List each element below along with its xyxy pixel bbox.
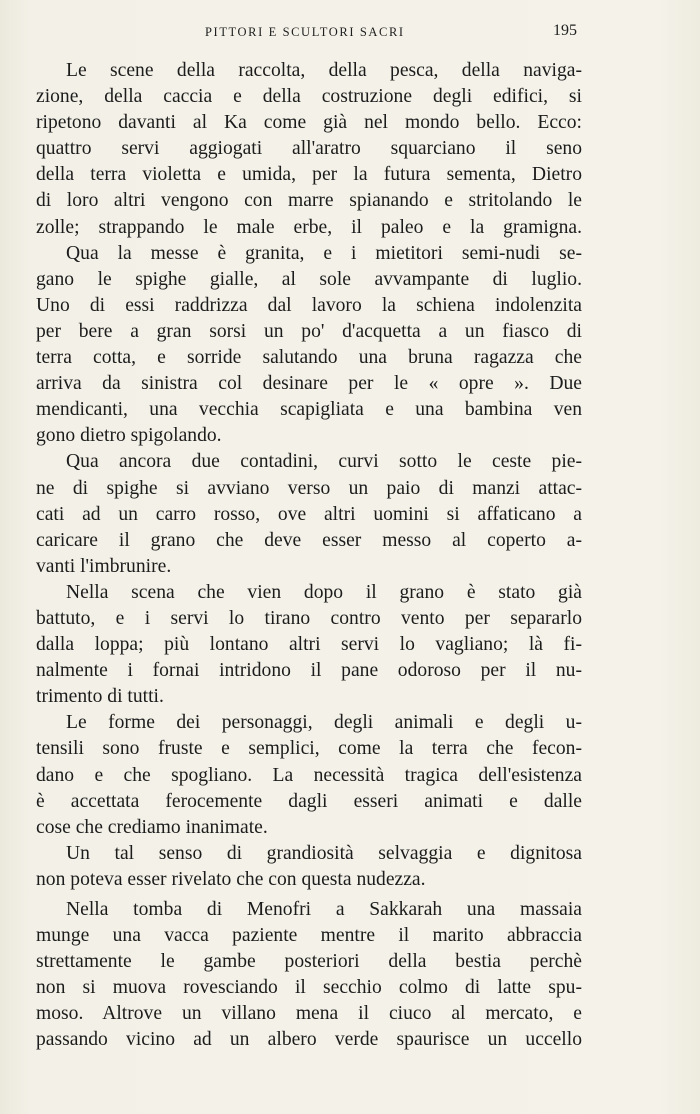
text-line: moso. Altrove un villano mena il ciuco al mercato, e [36,1003,582,1025]
text-line: mendicanti, una vecchia scapigliata e una bambina ven [36,399,582,421]
text-line: è accettata ferocemente dagli esseri animati e dalle [36,790,582,812]
text-line: gono dietro spigolando. [36,425,222,447]
paragraph [36,897,582,1054]
text-line: dano e che spogliano. La necessità tragica dell'esistenza [36,764,582,786]
page-number: 195 [553,22,577,39]
paragraph [36,241,582,450]
text-line: non poteva esser rivelato che con questa nudezza. [36,868,426,890]
paragraph [36,841,582,893]
text-line: Qua ancora due contadini, curvi sotto le ceste pie- [66,451,582,473]
text-line: zione, della caccia e della costruzione degli edifici, si [36,86,582,108]
text-line: caricare il grano che deve esser messo al coperto a- [36,529,582,551]
text-line: Qua la messe è granita, e i mietitori semi-nudi se- [66,242,582,264]
text-body [36,58,582,1054]
text-line: Nella tomba di Menofri a Sakkarah una massaia [66,899,582,920]
text-line: ne di spighe si avviano verso un paio di manzi attac- [36,477,582,499]
text-line: terra cotta, e sorride salutando una bruna ragazza che [36,347,582,369]
text-line: strettamente le gambe posteriori della bestia perchè [36,951,582,973]
running-head: PITTORI E SCULTORI SACRI [205,25,405,39]
text-line: tensili sono fruste e semplici, come la terra che fecon- [36,738,582,760]
text-line: Nella scena che vien dopo il grano è stato già [66,581,582,603]
text-line: ripetono davanti al Ka come già nel mondo bello. Ecco: [36,112,582,134]
text-line: cose che crediamo inanimate. [36,816,268,838]
paragraph [36,449,582,579]
text-line: arriva da sinistra col desinare per le « opre ». Due [36,373,582,395]
page-header [0,22,700,46]
text-line: vanti l'imbrunire. [36,555,172,577]
text-line: trimento di tutti. [36,686,164,708]
text-line: della terra violetta e umida, per la futura sementa, Dietro [36,164,582,186]
text-line: Uno di essi raddrizza dal lavoro la schiena indolenzita [36,294,582,316]
text-line: munge una vacca paziente mentre il marito abbraccia [36,925,582,947]
paragraph [36,580,582,710]
text-line: non si muova rovesciando il secchio colmo di latte spu- [36,977,582,999]
text-line: zolle; strappando le male erbe, il paleo e la gramigna. [36,216,582,238]
text-line: cati ad un carro rosso, ove altri uomini si affaticano a [36,503,582,525]
text-line: Le scene della raccolta, della pesca, della naviga- [66,60,582,81]
text-line: quattro servi aggiogati all'aratro squarciano il seno [36,138,582,160]
paragraph [36,710,582,840]
text-line: per bere a gran sorsi un po' d'acquetta a un fiasco di [36,320,582,342]
text-line: Le forme dei personaggi, degli animali e degli u- [66,712,582,734]
text-line: nalmente i fornai intridono il pane odoroso per il nu- [36,660,582,682]
text-line: di loro altri vengono con marre spianando e stritolando le [36,190,582,212]
text-line: battuto, e i servi lo tirano contro vento per separarlo [36,607,582,629]
text-line: gano le spighe gialle, al sole avvampante di luglio. [36,268,582,290]
text-line: Un tal senso di grandiosità selvaggia e dignitosa [66,842,582,864]
text-line: dalla loppa; più lontano altri servi lo vagliano; là fi- [36,634,582,656]
paragraph [36,58,582,241]
text-line: passando vicino ad un albero verde spaurisce un uccello [36,1029,582,1051]
